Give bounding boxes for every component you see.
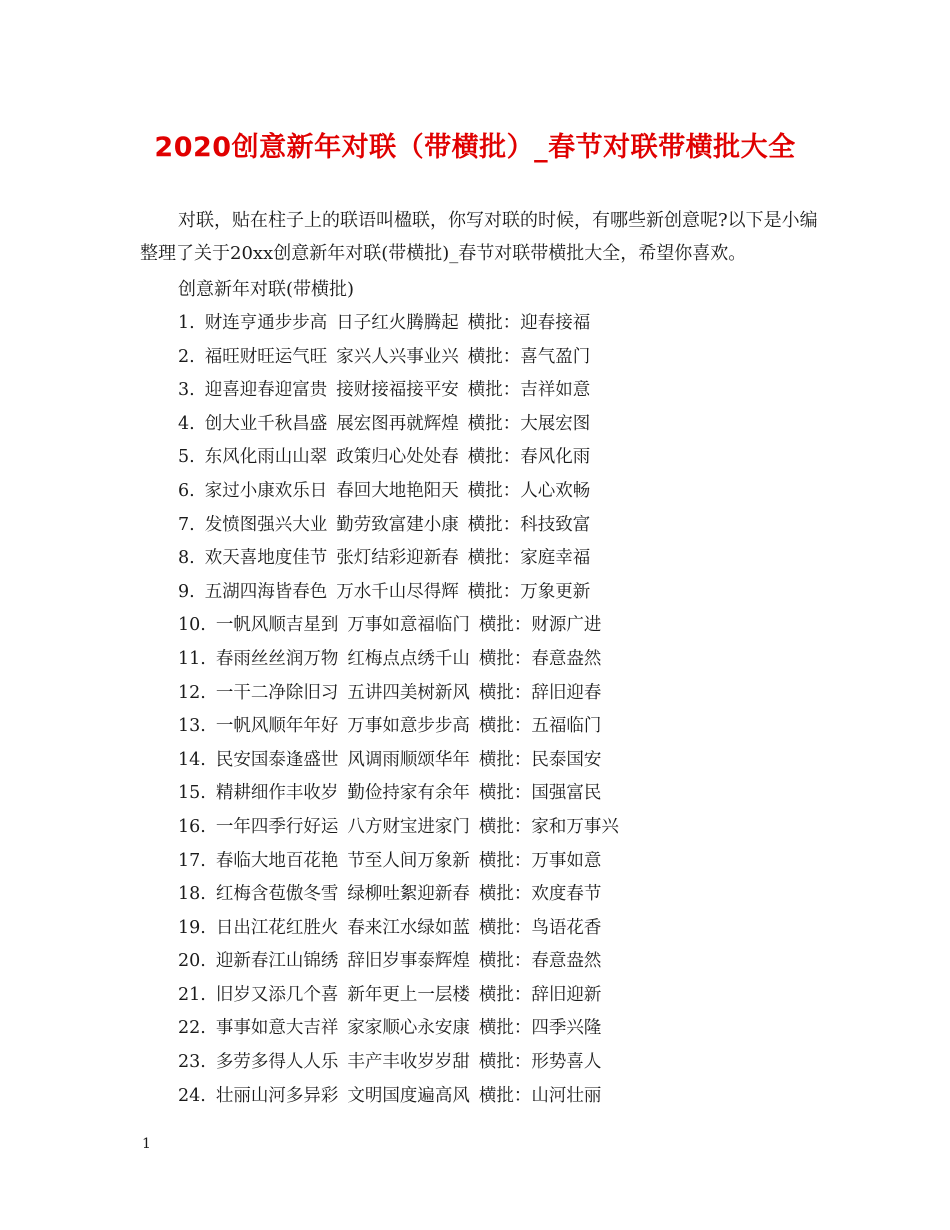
- couplet-upper-line: 欢天喜地度佳节: [204, 548, 328, 569]
- list-item: [178, 677, 619, 711]
- couplet-lower-line: 红梅点点绣千山: [347, 648, 470, 669]
- couplet-upper-line: 民安国泰逢盛世: [215, 749, 339, 770]
- couplet-number: 15.: [178, 783, 206, 804]
- couplet-upper-line: 福旺财旺运气旺: [204, 346, 328, 367]
- couplet-lower-line: 文明国度遍高风: [347, 1085, 470, 1106]
- couplet-upper-line: 旧岁又添几个喜: [215, 984, 339, 1005]
- couplet-lower-line: 接财接福接平安: [336, 380, 459, 401]
- list-item: [178, 945, 619, 979]
- list-item: [178, 542, 619, 576]
- couplet-lower-line: 丰产丰收岁岁甜: [347, 1052, 470, 1073]
- couplet-lower-line: 五讲四美树新风: [347, 682, 470, 703]
- couplet-banner: 横批：国强富民: [478, 783, 602, 804]
- list-item: [178, 845, 619, 879]
- couplet-number: 23.: [178, 1052, 206, 1073]
- couplet-banner: 横批：形势喜人: [478, 1052, 602, 1073]
- couplet-banner: 横批：春风化雨: [467, 447, 591, 468]
- couplet-number: 17.: [178, 850, 206, 871]
- couplet-upper-line: 红梅含苞傲冬雪: [215, 884, 339, 905]
- couplet-lower-line: 辞旧岁事泰辉煌: [347, 951, 470, 972]
- couplet-banner: 横批：迎春接福: [467, 313, 591, 333]
- list-item: [178, 777, 619, 811]
- couplet-banner: 横批：辞旧迎春: [478, 682, 602, 703]
- couplet-banner: 横批：辞旧迎新: [478, 984, 602, 1005]
- list-item: [178, 1012, 619, 1046]
- couplet-upper-line: 春雨丝丝润万物: [215, 648, 339, 669]
- page-title: 2020创意新年对联（带横批）_春节对联带横批大全: [154, 132, 796, 163]
- couplet-upper-line: 日出江花红胜火: [215, 917, 339, 938]
- couplet-number: 16.: [178, 816, 206, 837]
- couplet-number: 18.: [178, 884, 206, 905]
- list-item: [178, 744, 619, 778]
- list-item: [178, 374, 619, 408]
- couplet-lower-line: 绿柳吐絮迎新春: [347, 884, 470, 905]
- couplet-banner: 横批：欢度春节: [478, 884, 602, 905]
- couplet-banner: 横批：人心欢畅: [467, 480, 591, 501]
- couplet-upper-line: 多劳多得人人乐: [215, 1052, 339, 1073]
- couplet-number: 8.: [178, 548, 195, 569]
- couplet-number: 4.: [178, 413, 195, 434]
- couplet-lower-line: 展宏图再就辉煌: [336, 413, 459, 434]
- couplet-banner: 横批：鸟语花香: [478, 917, 602, 938]
- couplet-banner: 横批：万象更新: [467, 581, 591, 602]
- couplet-lower-line: 日子红火腾腾起: [336, 313, 459, 333]
- couplet-banner: 横批：喜气盈门: [467, 346, 591, 367]
- couplet-number: 9.: [178, 581, 195, 602]
- couplet-number: 21.: [178, 984, 206, 1005]
- couplet-lower-line: 政策归心处处春: [336, 447, 459, 468]
- couplet-number: 11.: [178, 648, 206, 669]
- couplet-number: 1.: [178, 313, 195, 333]
- couplet-lower-line: 家兴人兴事业兴: [336, 346, 459, 367]
- couplet-number: 6.: [178, 480, 195, 501]
- couplet-upper-line: 五湖四海皆春色: [204, 581, 328, 602]
- couplet-upper-line: 春临大地百花艳: [215, 850, 339, 871]
- couplet-upper-line: 一帆风顺吉星到: [215, 615, 339, 636]
- couplet-upper-line: 事事如意大吉祥: [215, 1018, 339, 1039]
- couplet-banner: 横批：万事如意: [478, 850, 602, 871]
- section-heading: 创意新年对联(带横批): [178, 279, 355, 300]
- couplet-number: 13.: [178, 716, 206, 737]
- couplet-banner: 横批：五福临门: [478, 716, 602, 737]
- couplet-number: 10.: [178, 615, 206, 636]
- couplet-banner: 横批：科技致富: [467, 514, 591, 535]
- couplet-number: 5.: [178, 447, 195, 468]
- list-item: [178, 509, 619, 543]
- list-item: [178, 878, 619, 912]
- couplet-banner: 横批：财源广进: [478, 615, 602, 636]
- couplet-upper-line: 发愤图强兴大业: [204, 514, 328, 535]
- couplet-upper-line: 财连亨通步步高: [204, 313, 328, 333]
- couplet-upper-line: 精耕细作丰收岁: [215, 783, 339, 804]
- couplet-banner: 横批：春意盎然: [478, 648, 602, 669]
- couplet-lower-line: 春来江水绿如蓝: [347, 917, 470, 938]
- couplet-number: 12.: [178, 682, 206, 703]
- list-item: [178, 811, 619, 845]
- couplet-upper-line: 一帆风顺年年好: [215, 716, 339, 737]
- couplet-lower-line: 八方财宝进家门: [347, 816, 470, 837]
- couplet-upper-line: 迎喜迎春迎富贵: [204, 380, 328, 401]
- couplet-upper-line: 一年四季行好运: [215, 816, 339, 837]
- couplet-banner: 横批：家和万事兴: [478, 816, 619, 837]
- couplet-number: 7.: [178, 514, 195, 535]
- list-item: [178, 576, 619, 610]
- couplet-lower-line: 风调雨顺颂华年: [347, 749, 470, 770]
- list-item: [178, 1046, 619, 1080]
- list-item: [178, 912, 619, 946]
- list-item: [178, 979, 619, 1013]
- couplet-banner: 横批：家庭幸福: [467, 548, 591, 569]
- couplet-banner: 横批：山河壮丽: [478, 1085, 602, 1106]
- couplet-banner: 横批：大展宏图: [467, 413, 591, 434]
- couplet-upper-line: 创大业千秋昌盛: [204, 413, 328, 434]
- couplet-list: [178, 307, 619, 1113]
- couplet-lower-line: 勤俭持家有余年: [347, 783, 470, 804]
- couplet-upper-line: 壮丽山河多异彩: [215, 1085, 339, 1106]
- list-item: [178, 408, 619, 442]
- couplet-number: 24.: [178, 1085, 206, 1106]
- couplet-lower-line: 节至人间万象新: [347, 850, 470, 871]
- list-item: [178, 475, 619, 509]
- couplet-lower-line: 万水千山尽得辉: [336, 581, 459, 602]
- page-number: 1: [142, 1136, 151, 1152]
- couplet-number: 19.: [178, 917, 206, 938]
- list-item: [178, 341, 619, 375]
- intro-paragraph: 对联，贴在柱子上的联语叫楹联，你写对联的时候，有哪些新创意呢?以下是小编整理了关于20xx创意新年对联(带横批)_春节对联带横批大全，希望你喜欢。: [140, 210, 818, 264]
- couplet-upper-line: 东风化雨山山翠: [204, 447, 328, 468]
- couplet-upper-line: 一干二净除旧习: [215, 682, 339, 703]
- couplet-lower-line: 春回大地艳阳天: [336, 480, 459, 501]
- couplet-number: 22.: [178, 1018, 206, 1039]
- couplet-banner: 横批：春意盎然: [478, 951, 602, 972]
- couplet-number: 2.: [178, 346, 195, 367]
- couplet-lower-line: 勤劳致富建小康: [336, 514, 459, 535]
- couplet-lower-line: 新年更上一层楼: [347, 984, 470, 1005]
- couplet-number: 14.: [178, 749, 206, 770]
- couplet-upper-line: 家过小康欢乐日: [204, 480, 328, 501]
- list-item: [178, 1080, 619, 1114]
- list-item: [178, 643, 619, 677]
- list-item: [178, 710, 619, 744]
- couplet-banner: 横批：四季兴隆: [478, 1018, 602, 1039]
- couplet-lower-line: 万事如意福临门: [347, 615, 470, 636]
- list-item: [178, 441, 619, 475]
- list-item: [178, 609, 619, 643]
- couplet-banner: 横批：民泰国安: [478, 749, 602, 770]
- couplet-banner: 横批：吉祥如意: [467, 380, 591, 401]
- couplet-lower-line: 万事如意步步高: [347, 716, 470, 737]
- couplet-number: 3.: [178, 380, 195, 401]
- couplet-lower-line: 家家顺心永安康: [347, 1018, 470, 1039]
- list-item: [178, 307, 619, 341]
- couplet-upper-line: 迎新春江山锦绣: [215, 951, 339, 972]
- couplet-lower-line: 张灯结彩迎新春: [336, 548, 459, 569]
- couplet-number: 20.: [178, 951, 206, 972]
